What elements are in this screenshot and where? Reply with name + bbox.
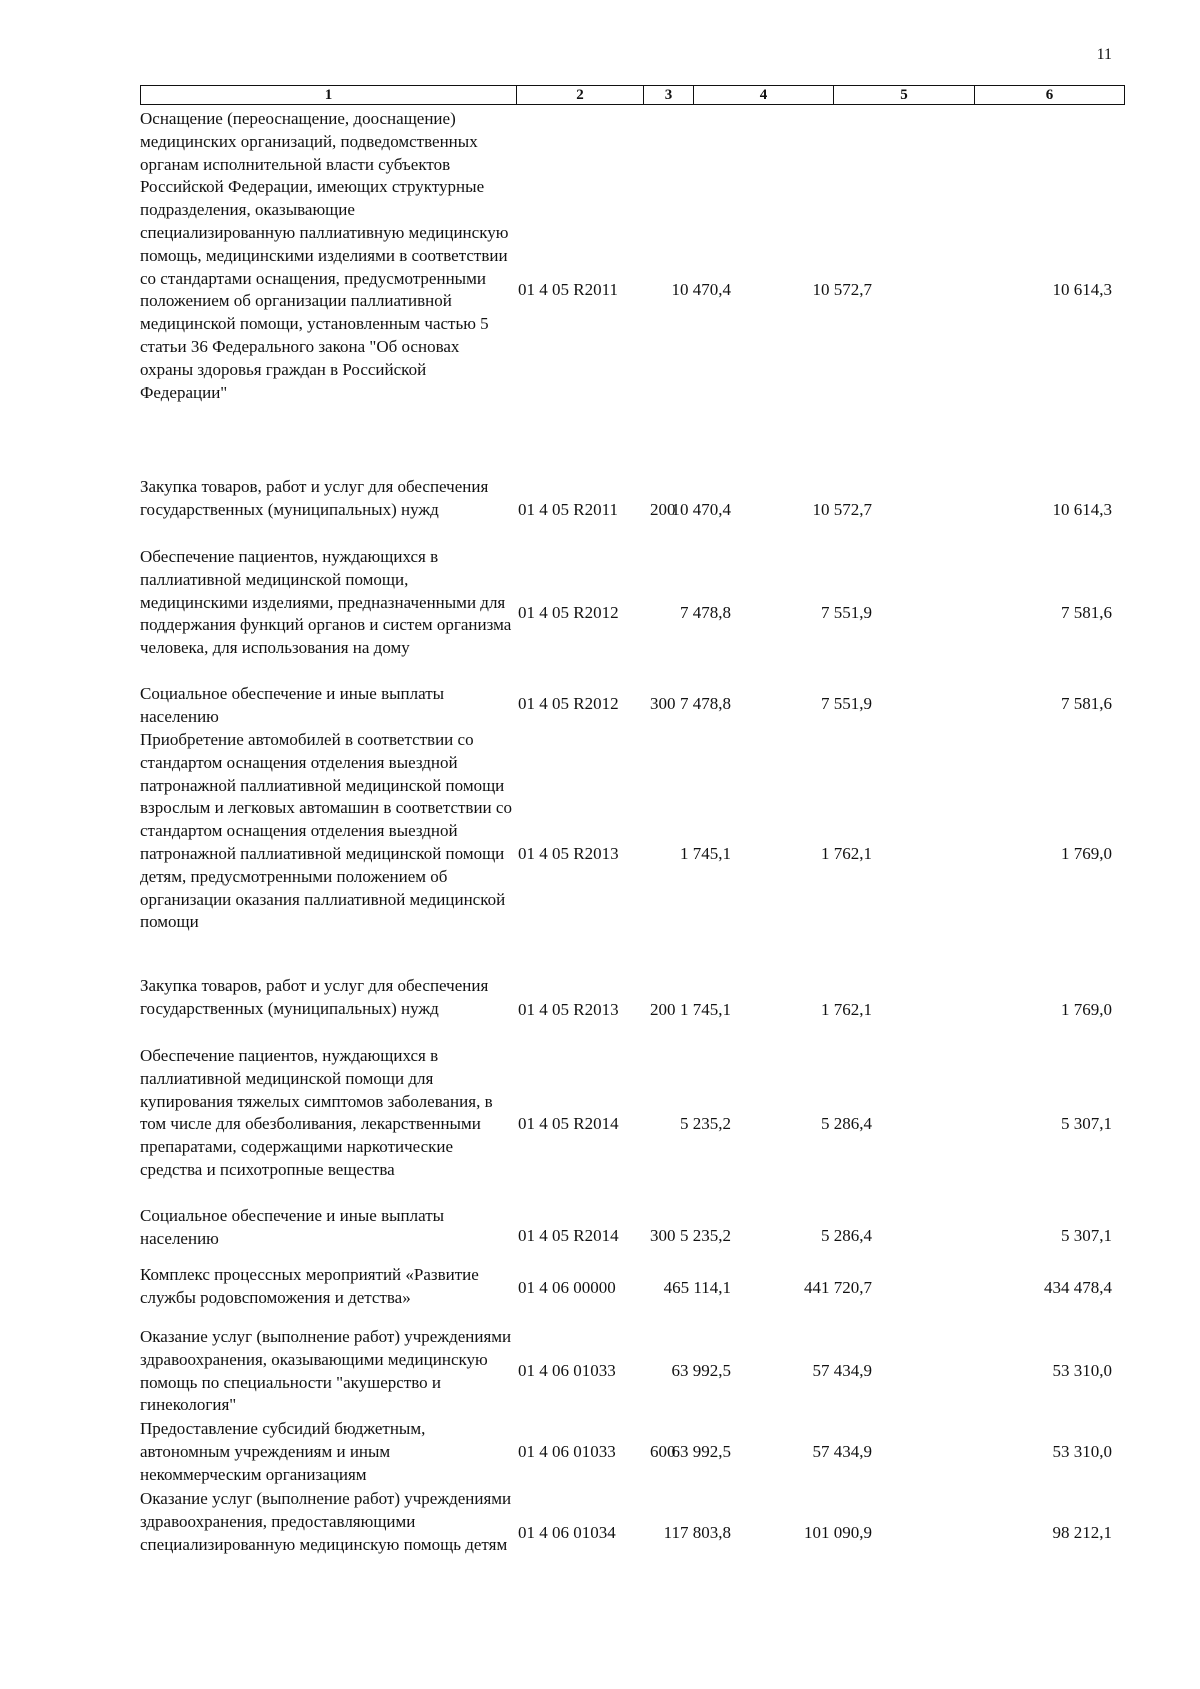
row-value-col4: 10 470,4 — [671, 500, 731, 519]
row-code: 01 4 05 R2013 — [518, 844, 619, 863]
row-value-col5: 1 762,1 — [821, 1000, 872, 1019]
row-value-col4: 10 470,4 — [671, 280, 731, 299]
row-code: 01 4 05 R2012 — [518, 694, 619, 713]
row-value-col6: 98 212,1 — [1052, 1523, 1112, 1542]
header-col-6: 6 — [975, 86, 1125, 105]
row-description: Комплекс процессных мероприятий «Развитие службы родовспоможения и детства» — [140, 1265, 479, 1307]
row-value-col4: 7 478,8 — [680, 694, 731, 713]
table-header — [140, 85, 1125, 105]
row-code: 01 4 05 R2014 — [518, 1114, 619, 1133]
row-description: Обеспечение пациентов, нуждающихся в паллиативной медицинской помощи для купирования тяжелых симптомов заболевания, в том числе для обезболивания, лекарственными препаратами, содержащими наркотические средства и психотропные вещества — [140, 1046, 493, 1179]
row-code: 01 4 06 01033 — [518, 1442, 616, 1461]
row-value-col5: 5 286,4 — [821, 1114, 872, 1133]
row-expense-type: 200 — [650, 1000, 676, 1019]
page-number: 11 — [1096, 46, 1112, 63]
row-code: 01 4 05 R2011 — [518, 500, 618, 519]
row-code: 01 4 05 R2014 — [518, 1226, 619, 1245]
row-value-col5: 5 286,4 — [821, 1226, 872, 1245]
row-expense-type: 200 — [650, 500, 676, 519]
row-expense-type: 300 — [650, 694, 676, 713]
header-col-3: 3 — [644, 86, 694, 105]
row-value-col6: 1 769,0 — [1061, 844, 1112, 863]
row-code: 01 4 05 R2011 — [518, 280, 618, 299]
row-value-col4: 63 992,5 — [671, 1442, 731, 1461]
row-value-col4: 1 745,1 — [680, 1000, 731, 1019]
row-description: Оснащение (переоснащение, дооснащение) медицинских организаций, подведомственных органам исполнительной власти субъектов Российской Федерации, имеющих структурные подразделения, оказывающие специализированную паллиативную медицинскую помощь, медицинскими изделиями в соответствии со стандартами оснащения, предусмотренными положением об организации паллиативной медицинской помощи, установленным частью 5 статьи 36 Федерального закона "Об основах охраны здоровья граждан в Российской Федерации" — [140, 109, 509, 402]
row-description: Социальное обеспечение и иные выплаты населению — [140, 684, 445, 726]
row-value-col6: 10 614,3 — [1052, 500, 1112, 519]
row-value-col4: 465 114,1 — [663, 1278, 731, 1297]
row-code: 01 4 05 R2013 — [518, 1000, 619, 1019]
row-description: Закупка товаров, работ и услуг для обеспечения государственных (муниципальных) нужд — [140, 976, 489, 1018]
row-value-col5: 7 551,9 — [821, 694, 872, 713]
row-value-col6: 5 307,1 — [1061, 1226, 1112, 1245]
row-code: 01 4 06 00000 — [518, 1278, 616, 1297]
header-col-2: 2 — [517, 86, 644, 105]
row-description: Социальное обеспечение и иные выплаты населению — [140, 1206, 445, 1248]
row-description: Обеспечение пациентов, нуждающихся в паллиативной медицинской помощи, медицинскими изделиями, предназначенными для поддержания функций органов и систем организма человека, для использования на дому — [140, 547, 512, 658]
row-code: 01 4 05 R2012 — [518, 603, 619, 622]
row-value-col5: 441 720,7 — [804, 1278, 872, 1297]
row-description: Приобретение автомобилей в соответствии со стандартом оснащения отделения выездной патронажной паллиативной медицинской помощи взрослым и легковых автомашин в соответствии со стандартом оснащения отделения выездной патронажной паллиативной медицинской помощи детям, предусмотренными положением об организации оказания паллиативной медицинской помощи — [140, 730, 512, 932]
row-value-col4: 117 803,8 — [663, 1523, 731, 1542]
row-description: Закупка товаров, работ и услуг для обеспечения государственных (муниципальных) нужд — [140, 477, 489, 519]
row-value-col4: 1 745,1 — [680, 844, 731, 863]
row-value-col6: 434 478,4 — [1044, 1278, 1112, 1297]
row-description: Оказание услуг (выполнение работ) учреждениями здравоохранения, оказывающими медицинскую помощь по специальности "акушерство и гинекология" — [140, 1327, 512, 1415]
row-value-col5: 10 572,7 — [812, 500, 872, 519]
row-value-col6: 7 581,6 — [1061, 603, 1112, 622]
row-value-col6: 10 614,3 — [1052, 280, 1112, 299]
row-value-col5: 10 572,7 — [812, 280, 872, 299]
row-value-col6: 1 769,0 — [1061, 1000, 1112, 1019]
header-col-1: 1 — [141, 86, 517, 105]
row-expense-type: 600 — [650, 1442, 676, 1461]
row-expense-type: 300 — [650, 1226, 676, 1245]
row-code: 01 4 06 01034 — [518, 1523, 616, 1542]
row-value-col5: 7 551,9 — [821, 603, 872, 622]
row-value-col6: 7 581,6 — [1061, 694, 1112, 713]
row-value-col5: 101 090,9 — [804, 1523, 872, 1542]
row-value-col6: 5 307,1 — [1061, 1114, 1112, 1133]
header-col-5: 5 — [834, 86, 975, 105]
row-value-col5: 57 434,9 — [812, 1361, 872, 1380]
row-value-col5: 1 762,1 — [821, 844, 872, 863]
row-value-col4: 5 235,2 — [680, 1114, 731, 1133]
row-description: Предоставление субсидий бюджетным, автономным учреждениям и иным некоммерческим организациям — [140, 1419, 426, 1484]
row-description: Оказание услуг (выполнение работ) учреждениями здравоохранения, предоставляющими специализированную медицинскую помощь детям — [140, 1489, 512, 1554]
row-value-col4: 5 235,2 — [680, 1226, 731, 1245]
row-value-col5: 57 434,9 — [812, 1442, 872, 1461]
row-value-col6: 53 310,0 — [1052, 1442, 1112, 1461]
row-code: 01 4 06 01033 — [518, 1361, 616, 1380]
header-col-4: 4 — [694, 86, 834, 105]
row-value-col6: 53 310,0 — [1052, 1361, 1112, 1380]
row-value-col4: 7 478,8 — [680, 603, 731, 622]
row-value-col4: 63 992,5 — [671, 1361, 731, 1380]
